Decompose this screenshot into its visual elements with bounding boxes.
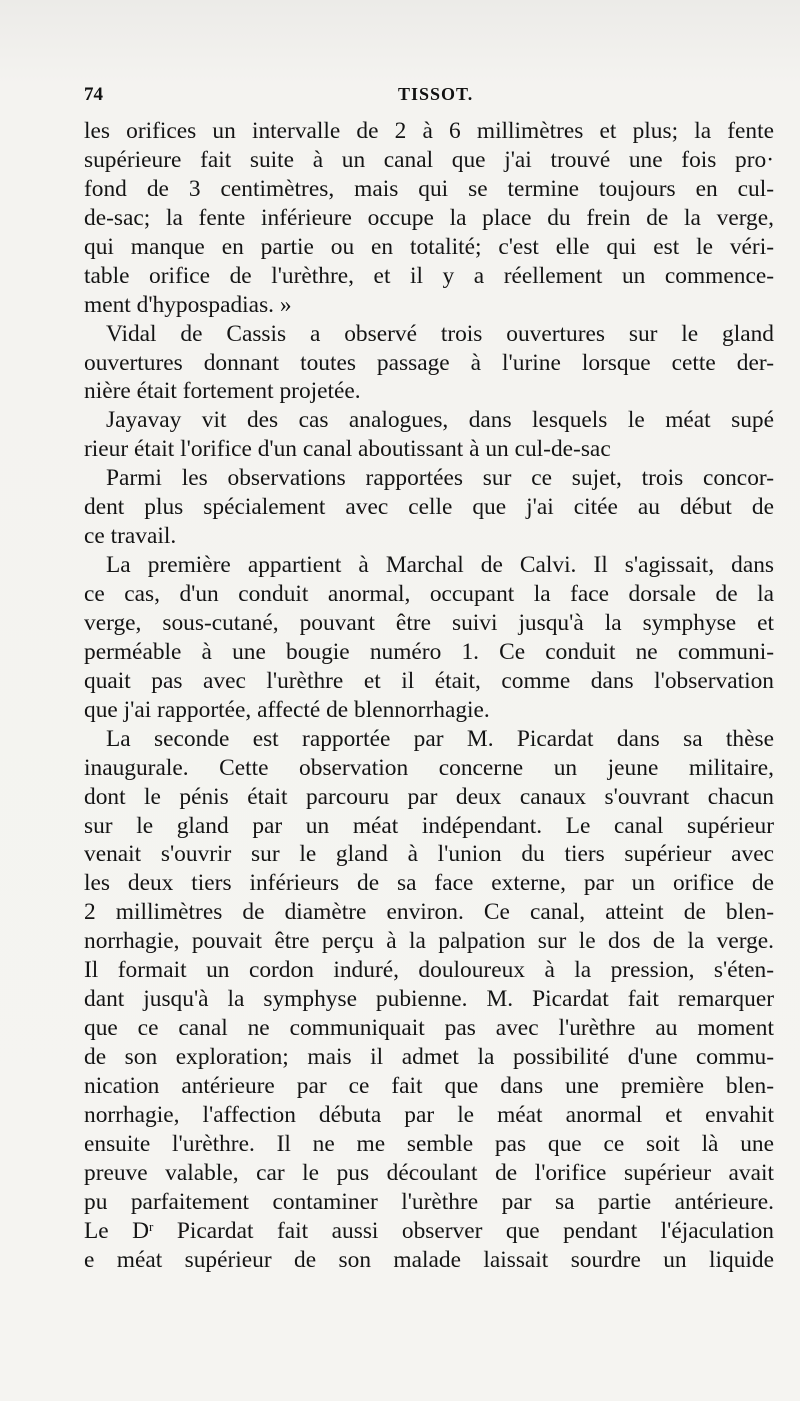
- text-line: table orifice de l'urèthre, et il y a réellement un commence-: [84, 262, 774, 289]
- text-line: rieur était l'orifice d'un canal aboutissant à un cul-de-sac: [84, 436, 611, 463]
- text-line: ouvertures donnant toutes passage à l'urine lorsque cette der-: [84, 349, 774, 376]
- text-line: qui manque en partie ou en totalité; c'est elle qui est le véri-: [84, 233, 774, 260]
- body-text: [84, 117, 774, 1275]
- text-line: dont le pénis était parcouru par deux canaux s'ouvrant chacun: [84, 783, 774, 810]
- text-line: quait pas avec l'urèthre et il était, comme dans l'observation: [84, 667, 774, 694]
- text-line: que ce canal ne communiquait pas avec l'urèthre au moment: [84, 1015, 774, 1042]
- text-line: ce cas, d'un conduit anormal, occupant la face dorsale de la: [84, 581, 774, 607]
- text-line: que j'ai rapportée, affecté de blennorrhagie.: [84, 696, 490, 723]
- text-line: Jayavay vit des cas analogues, dans lesquels le méat supé: [106, 407, 774, 434]
- text-line: Vidal de Cassis a observé trois ouvertures sur le gland: [106, 320, 774, 347]
- text-line: La seconde est rapportée par M. Picardat dans sa thèse: [106, 725, 774, 752]
- text-line: e méat supérieur de son malade laissait sourdre un liquide: [84, 1246, 774, 1273]
- text-line: Il formait un cordon induré, douloureux à la pression, s'éten-: [84, 957, 774, 984]
- text-line: inaugurale. Cette observation concerne un jeune militaire,: [84, 754, 774, 781]
- text-line: preuve valable, car le pus découlant de l'orifice supérieur avait: [84, 1159, 774, 1186]
- text-line: les orifices un intervalle de 2 à 6 millimètres et plus; la fente: [84, 118, 774, 144]
- text-line: nication antérieure par ce fait que dans une première blen-: [84, 1072, 774, 1099]
- text-line: fond de 3 centimètres, mais qui se termine toujours en cul-: [84, 175, 774, 202]
- text-line: verge, sous-cutané, pouvant être suivi jusqu'à la symphyse et: [84, 609, 774, 636]
- text-line: sur le gland par un méat indépendant. Le canal supérieur: [84, 812, 774, 839]
- text-line: La première appartient à Marchal de Calvi. Il s'agissait, dans: [106, 552, 774, 579]
- text-line: norrhagie, pouvait être perçu à la palpation sur le dos de la verge.: [84, 928, 774, 955]
- text-line: Le $D^r$ Picardat fait aussi observer que pendant l'éjaculation: [84, 1217, 774, 1244]
- text-line: ce travail.: [84, 523, 177, 550]
- text-line: nière était fortement projetée.: [84, 378, 361, 405]
- text-line: dant jusqu'à la symphyse pubienne. M. Picardat fait remarquer: [84, 986, 774, 1013]
- text-line: les deux tiers inférieurs de sa face externe, par un orifice de: [84, 870, 774, 897]
- text-line: Parmi les observations rapportées sur ce sujet, trois concor-: [106, 465, 774, 492]
- doctor-abbrev: Le $D^r$: [84, 1217, 154, 1244]
- text-line: supérieure fait suite à un canal que j'ai trouvé une fois pro·: [84, 146, 774, 173]
- text-line: 2 millimètres de diamètre environ. Ce canal, atteint de blen-: [84, 899, 774, 926]
- text-line: de son exploration; mais il admet la possibilité d'une commu-: [84, 1044, 774, 1070]
- running-head: TISSOT.: [398, 84, 474, 104]
- text-line: perméable à une bougie numéro 1. Ce conduit ne communi-: [84, 638, 774, 665]
- page-number: 74: [84, 84, 103, 105]
- text-line: pu parfaitement contaminer l'urèthre par sa partie antérieure.: [84, 1188, 774, 1215]
- text-line: de-sac; la fente inférieure occupe la place du frein de la verge,: [84, 204, 774, 231]
- text-line: norrhagie, l'affection débuta par le méat anormal et envahit: [84, 1101, 774, 1128]
- text-line: ment d'hypospadias. »: [84, 291, 292, 318]
- text-line: venait s'ouvrir sur le gland à l'union du tiers supérieur avec: [84, 841, 774, 868]
- text-line: ensuite l'urèthre. Il ne me semble pas que ce soit là une: [84, 1130, 774, 1157]
- text-line: dent plus spécialement avec celle que j'ai citée au début de: [84, 494, 774, 521]
- page-header: [84, 84, 774, 108]
